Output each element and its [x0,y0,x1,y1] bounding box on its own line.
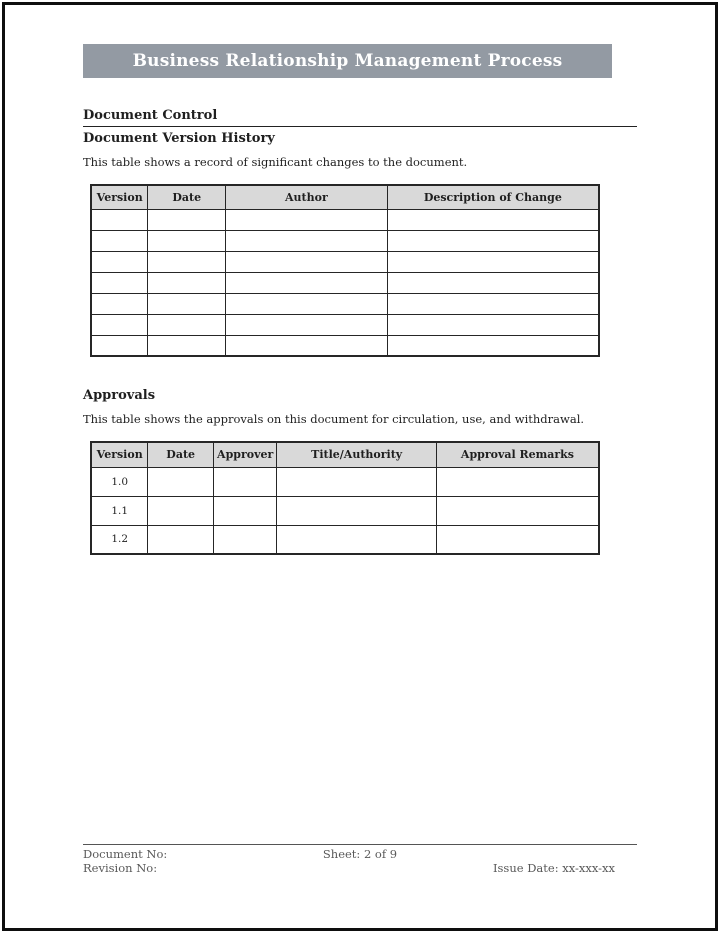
footer-row-1 [83,847,637,861]
document-control-heading: Document Control [83,108,637,127]
table-cell [213,467,277,496]
table-cell [148,251,226,272]
table-row [91,272,599,293]
table-cell [226,314,388,335]
table-row [91,467,599,496]
table-row [91,209,599,230]
version-history-table [90,184,600,357]
table-cell [277,467,437,496]
table-cell [213,496,277,525]
page-title: Business Relationship Management Process [132,51,563,71]
version-history-description: This table shows a record of significant changes to the document. [83,155,468,169]
table-cell [148,525,214,554]
table-cell [226,230,388,251]
column-header: Author [226,185,388,209]
sheet-number: Sheet: 2 of 9 [322,847,398,861]
table-cell [148,230,226,251]
table-row [91,314,599,335]
table-cell [148,314,226,335]
table-row [91,335,599,356]
title-banner [83,44,612,78]
table-cell [213,525,277,554]
column-header: Description of Change [387,185,599,209]
table-cell [148,496,214,525]
table-cell [91,293,148,314]
table-row [91,525,599,554]
column-header: Date [148,185,226,209]
table-cell [226,335,388,356]
document-content [83,108,637,555]
table-cell [277,525,437,554]
approvals-description: This table shows the approvals on this document for circulation, use, and withdrawal. [83,412,585,426]
table-cell: 1.2 [91,525,148,554]
footer-row-2 [83,861,637,875]
table-cell [91,209,148,230]
table-cell [387,272,599,293]
table-cell [436,525,599,554]
table-cell [436,496,599,525]
column-header: Version [91,442,148,467]
version-history-heading: Document Version History [83,131,275,146]
column-header: Date [148,442,214,467]
table-cell [148,209,226,230]
table-header-row [91,442,599,467]
approvals-table [90,441,600,555]
column-header: Approval Remarks [436,442,599,467]
table-cell [91,314,148,335]
table-cell [387,230,599,251]
table-cell [226,272,388,293]
approvals-heading: Approvals [83,388,156,403]
table-cell [226,251,388,272]
revision-no-label: Revision No: [83,861,158,875]
table-cell [148,293,226,314]
table-cell [226,209,388,230]
table-header-row [91,185,599,209]
table-cell [387,293,599,314]
table-cell [91,230,148,251]
column-header: Title/Authority [277,442,437,467]
table-cell [387,251,599,272]
table-cell [91,335,148,356]
table-cell [436,467,599,496]
table-cell [387,335,599,356]
column-header: Approver [213,442,277,467]
table-cell [91,251,148,272]
table-cell [148,272,226,293]
table-cell [91,272,148,293]
table-row [91,251,599,272]
table-row [91,496,599,525]
table-row [91,230,599,251]
table-row [91,293,599,314]
table-cell [148,335,226,356]
table-cell [226,293,388,314]
table-cell [387,209,599,230]
table-cell [148,467,214,496]
column-header: Version [91,185,148,209]
table-cell: 1.0 [91,467,148,496]
table-cell: 1.1 [91,496,148,525]
table-cell [277,496,437,525]
table-cell [387,314,599,335]
page-footer [83,844,637,875]
issue-date-label: Issue Date: xx-xxx-xx [492,861,615,875]
document-no-label: Document No: [83,847,168,861]
